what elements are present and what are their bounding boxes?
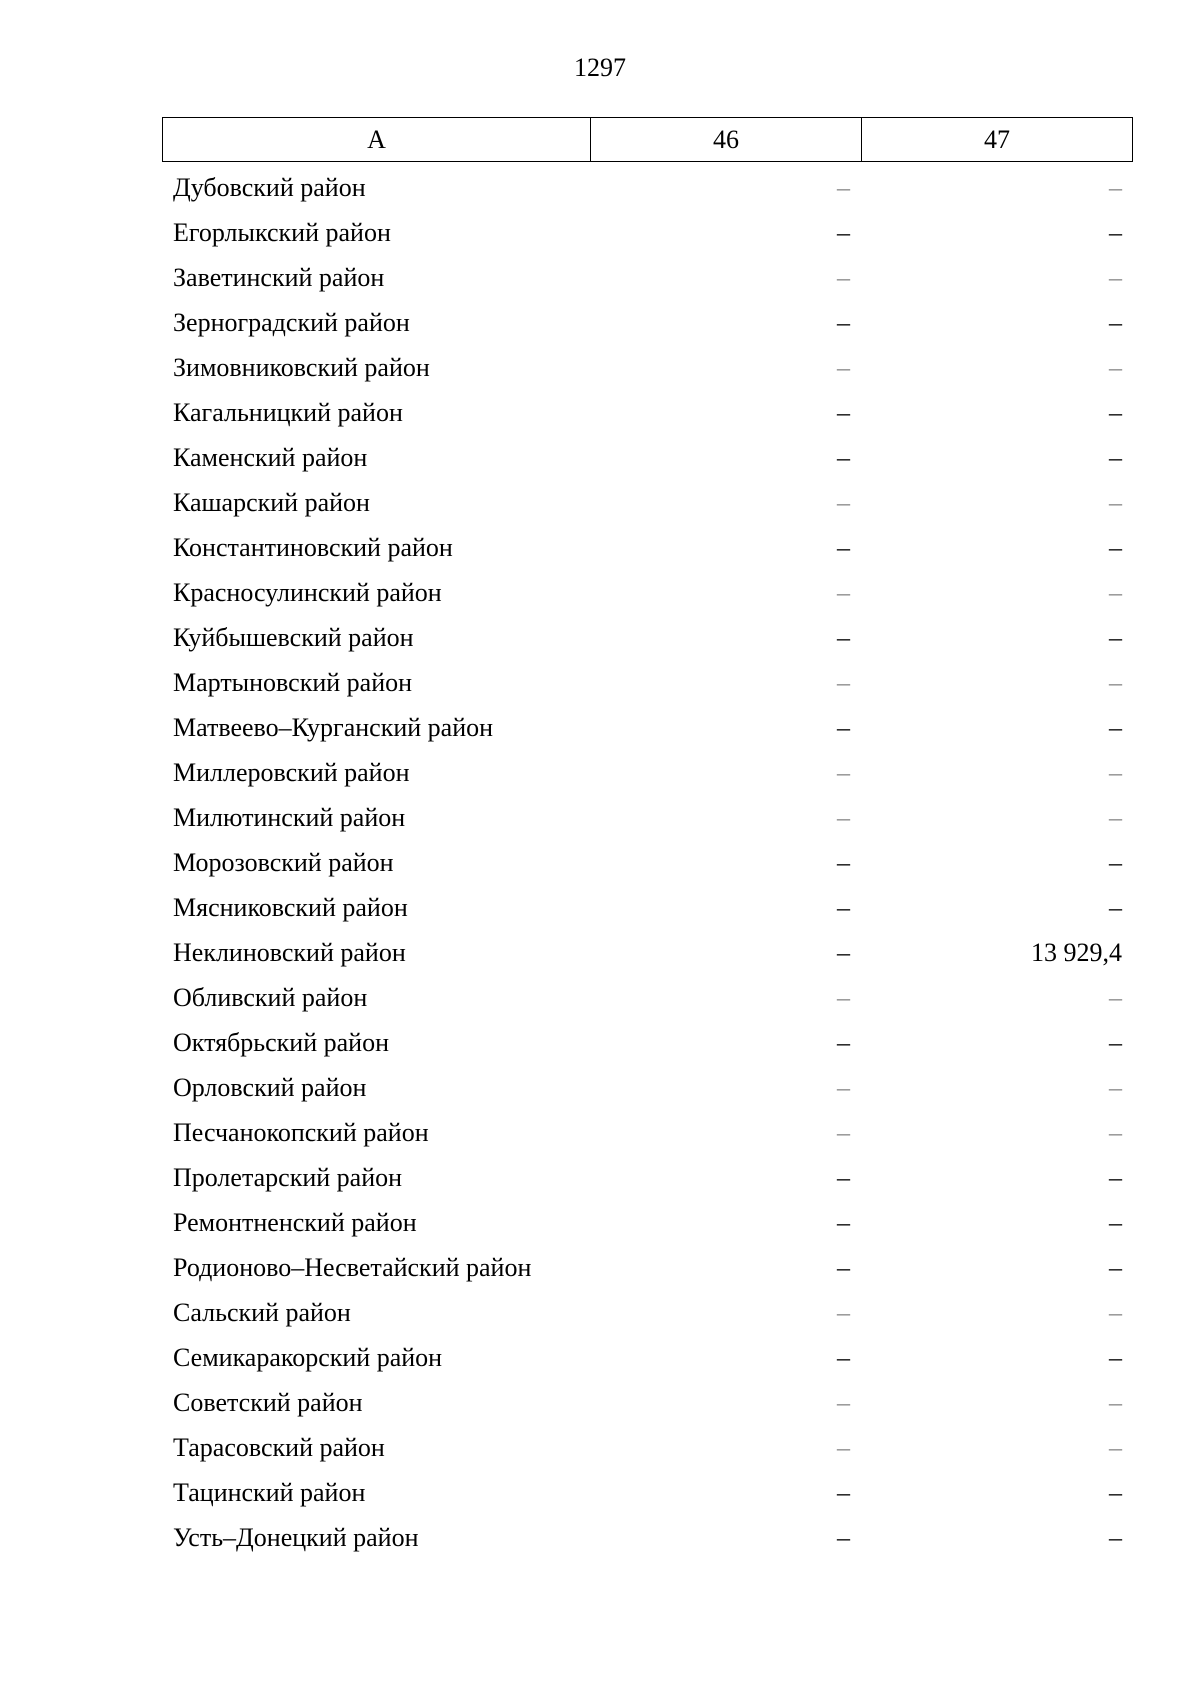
value-col-46: –	[837, 1387, 850, 1417]
table-row	[162, 1290, 1133, 1335]
value-col-47: –	[1109, 847, 1122, 877]
district-name: Егорлыкский район	[173, 217, 391, 247]
table-row	[162, 1425, 1133, 1470]
table-row	[162, 1200, 1133, 1245]
district-name: Мясниковский район	[173, 892, 408, 922]
value-col-46: –	[837, 1162, 850, 1192]
value-col-47: –	[1109, 1117, 1122, 1147]
value-col-46: –	[837, 487, 850, 517]
district-name: Миллеровский район	[173, 757, 410, 787]
value-col-47: –	[1109, 982, 1122, 1012]
value-col-46: –	[837, 1297, 850, 1327]
value-col-47: –	[1109, 757, 1122, 787]
table-row	[162, 795, 1133, 840]
value-col-46: –	[837, 1522, 850, 1552]
district-name: Обливский район	[173, 982, 368, 1012]
value-col-47: –	[1109, 262, 1122, 292]
table-row	[162, 345, 1133, 390]
value-col-46: –	[837, 307, 850, 337]
table-row	[162, 930, 1133, 975]
table-row	[162, 525, 1133, 570]
header-cell-a: А	[163, 118, 591, 161]
table-header	[162, 117, 1133, 162]
value-col-46: –	[837, 802, 850, 832]
value-col-47: –	[1109, 1072, 1122, 1102]
value-col-47: –	[1109, 1477, 1122, 1507]
table-row	[162, 570, 1133, 615]
district-name: Тарасовский район	[173, 1432, 385, 1462]
district-name: Милютинский район	[173, 802, 406, 832]
value-col-46: –	[837, 667, 850, 697]
district-name: Константиновский район	[173, 532, 453, 562]
table-row	[162, 165, 1133, 210]
value-col-46: –	[837, 1252, 850, 1282]
value-col-47: –	[1109, 487, 1122, 517]
value-col-47: –	[1109, 622, 1122, 652]
table-row	[162, 660, 1133, 705]
value-col-46: –	[837, 982, 850, 1012]
district-name: Ремонтненский район	[173, 1207, 417, 1237]
value-col-46: –	[837, 172, 850, 202]
value-col-46: –	[837, 1432, 850, 1462]
value-col-47: –	[1109, 1162, 1122, 1192]
value-col-47: –	[1109, 1207, 1122, 1237]
table-row	[162, 1335, 1133, 1380]
district-name: Дубовский район	[173, 172, 366, 202]
value-col-46: –	[837, 397, 850, 427]
table-row	[162, 975, 1133, 1020]
district-name: Родионово–Несветайский район	[173, 1252, 532, 1282]
table-row	[162, 840, 1133, 885]
value-col-46: –	[837, 217, 850, 247]
page-number: 1297	[574, 53, 626, 82]
value-col-46: –	[837, 352, 850, 382]
table-row	[162, 1020, 1133, 1065]
value-col-47: –	[1109, 802, 1122, 832]
value-col-47: –	[1109, 307, 1122, 337]
value-col-47: –	[1109, 892, 1122, 922]
table-row	[162, 750, 1133, 795]
value-col-46: –	[837, 757, 850, 787]
district-name: Зерноградский район	[173, 307, 410, 337]
district-name: Морозовский район	[173, 847, 394, 877]
district-name: Сальский район	[173, 1297, 351, 1327]
district-name: Зимовниковский район	[173, 352, 430, 382]
district-name: Мартыновский район	[173, 667, 413, 697]
value-col-46: –	[837, 1207, 850, 1237]
district-name: Семикаракорский район	[173, 1342, 443, 1372]
value-col-47: –	[1109, 1387, 1122, 1417]
table-row	[162, 1155, 1133, 1200]
table-row	[162, 1245, 1133, 1290]
table-row	[162, 885, 1133, 930]
district-name: Пролетарский район	[173, 1162, 403, 1192]
table-row	[162, 210, 1133, 255]
value-col-46: –	[837, 622, 850, 652]
value-col-47: –	[1109, 1342, 1122, 1372]
header-cell-46: 46	[591, 118, 862, 161]
value-col-47: –	[1109, 1252, 1122, 1282]
district-name: Советский район	[173, 1387, 363, 1417]
district-name: Куйбышевский район	[173, 622, 414, 652]
table-row	[162, 255, 1133, 300]
table-row	[162, 615, 1133, 660]
table-row	[162, 1065, 1133, 1110]
value-col-46: –	[837, 1027, 850, 1057]
district-name: Тацинский район	[173, 1477, 366, 1507]
district-name: Орловский район	[173, 1072, 367, 1102]
value-col-47: 13 929,4	[1031, 937, 1122, 967]
table-row	[162, 1110, 1133, 1155]
district-name: Песчанокопский район	[173, 1117, 429, 1147]
value-col-46: –	[837, 712, 850, 742]
value-col-47: –	[1109, 1432, 1122, 1462]
value-col-47: –	[1109, 1522, 1122, 1552]
value-col-46: –	[837, 1117, 850, 1147]
table-row	[162, 1515, 1133, 1560]
value-col-47: –	[1109, 667, 1122, 697]
value-col-46: –	[837, 532, 850, 562]
value-col-46: –	[837, 1072, 850, 1102]
table-row	[162, 390, 1133, 435]
table-body	[162, 165, 1133, 1560]
district-name: Матвеево–Курганский район	[173, 712, 494, 742]
district-name: Кагальницкий район	[173, 397, 403, 427]
value-col-46: –	[837, 262, 850, 292]
header-cell-47: 47	[984, 124, 1010, 154]
value-col-47: –	[1109, 532, 1122, 562]
value-col-47: –	[1109, 1027, 1122, 1057]
value-col-47: –	[1109, 217, 1122, 247]
district-name: Неклиновский район	[173, 937, 406, 967]
district-name: Заветинский район	[173, 262, 385, 292]
district-name: Каменский район	[173, 442, 368, 472]
value-col-46: –	[837, 442, 850, 472]
district-name: Октябрьский район	[173, 1027, 389, 1057]
district-name: Кашарский район	[173, 487, 370, 517]
table-row	[162, 435, 1133, 480]
value-col-47: –	[1109, 1297, 1122, 1327]
value-col-46: –	[837, 937, 850, 967]
district-name: Усть–Донецкий район	[173, 1522, 419, 1552]
value-col-47: –	[1109, 172, 1122, 202]
value-col-47: –	[1109, 712, 1122, 742]
table-row	[162, 1470, 1133, 1515]
value-col-46: –	[837, 577, 850, 607]
table-row	[162, 480, 1133, 525]
value-col-46: –	[837, 1342, 850, 1372]
value-col-47: –	[1109, 442, 1122, 472]
value-col-46: –	[837, 1477, 850, 1507]
table-row	[162, 705, 1133, 750]
district-name: Красносулинский район	[173, 577, 442, 607]
value-col-47: –	[1109, 397, 1122, 427]
value-col-46: –	[837, 892, 850, 922]
table-row	[162, 300, 1133, 345]
table-row	[162, 1380, 1133, 1425]
value-col-47: –	[1109, 352, 1122, 382]
value-col-47: –	[1109, 577, 1122, 607]
value-col-46: –	[837, 847, 850, 877]
